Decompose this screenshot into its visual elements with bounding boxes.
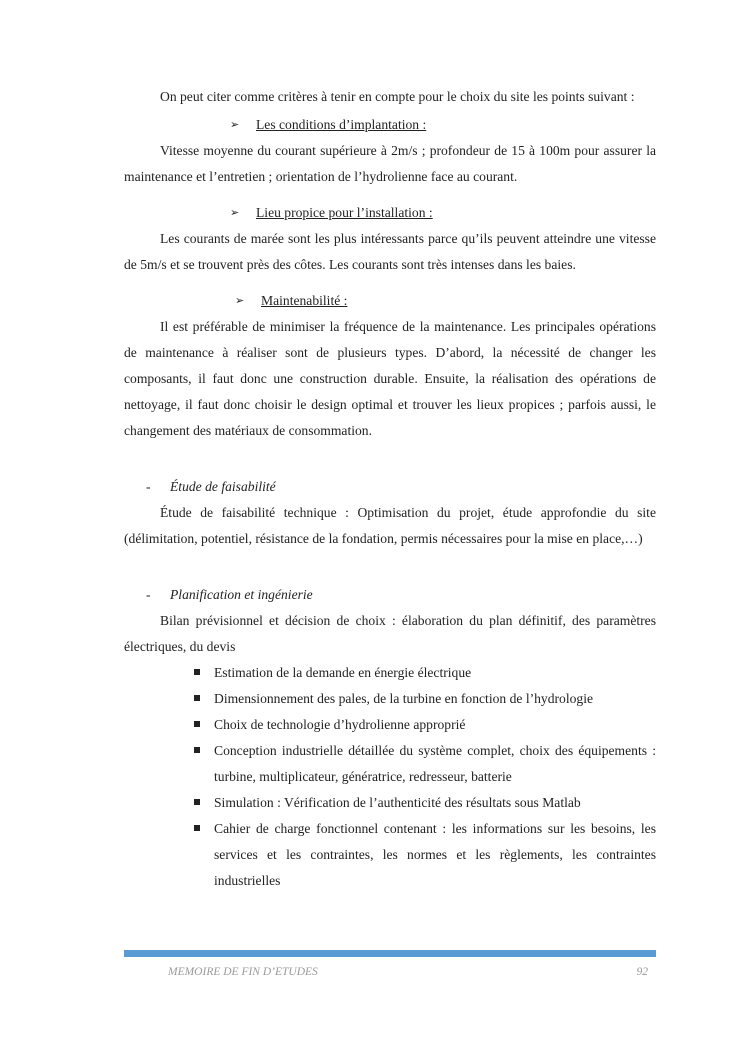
planification-paragraph: Bilan prévisionnel et décision de choix : élaboration du plan définitif, des paramètres électriques, du devis bbox=[124, 613, 656, 654]
section-title: Étude de faisabilité bbox=[170, 479, 276, 494]
section-title: Planification et ingénierie bbox=[170, 587, 313, 602]
square-bullet-icon bbox=[194, 721, 200, 727]
dash-bullet: - bbox=[146, 587, 151, 602]
intro-paragraph: On peut citer comme critères à tenir en compte pour le choix du site les points suivant : bbox=[160, 89, 635, 104]
square-bullet-icon bbox=[194, 695, 200, 701]
page-content bbox=[124, 84, 656, 894]
square-bullet-icon bbox=[194, 747, 200, 753]
list-item: Choix de technologie d’hydrolienne approprié bbox=[214, 712, 656, 738]
footer-divider-bar bbox=[124, 950, 656, 957]
square-bullet-icon bbox=[194, 825, 200, 831]
criterion-heading-text: Lieu propice pour l’installation : bbox=[256, 205, 433, 220]
criterion-paragraph-maintenabilite: Il est préférable de minimiser la fréquence de la maintenance. Les principales opérations de maintenance à réaliser sont de plusieurs types. D’abord, la nécessité de changer les composants, il faut donc une construction durable. Ensuite, la réalisation des opérations de nettoyage, il faut donc choisir le design optimal et trouver les lieux propices ; parfois aussi, le changement des matériaux de consommation. bbox=[124, 319, 656, 438]
criterion-heading-text: Les conditions d’implantation : bbox=[256, 117, 427, 132]
criterion-heading-implantation bbox=[230, 112, 656, 138]
section-heading-planification bbox=[146, 582, 656, 608]
list-item: Dimensionnement des pales, de la turbine en fonction de l’hydrologie bbox=[214, 686, 656, 712]
square-bullet-icon bbox=[194, 799, 200, 805]
list-item: Simulation : Vérification de l’authenticité des résultats sous Matlab bbox=[214, 790, 656, 816]
section-heading-faisabilite bbox=[146, 474, 656, 500]
square-bullet-icon bbox=[194, 669, 200, 675]
criterion-heading-maintenabilite bbox=[235, 288, 656, 314]
criterion-paragraph-implantation: Vitesse moyenne du courant supérieure à 2m/s ; profondeur de 15 à 100m pour assurer la maintenance et l’entretien ; orientation de l’hydrolienne face au courant. bbox=[124, 143, 656, 184]
dash-bullet: - bbox=[146, 479, 151, 494]
page-number: 92 bbox=[636, 966, 648, 978]
list-item: Cahier de charge fonctionnel contenant : les informations sur les besoins, les services et les contraintes, les normes et les règlements, les contraintes industrielles bbox=[214, 816, 656, 894]
faisabilite-paragraph: Étude de faisabilité technique : Optimisation du projet, étude approfondie du site (délimitation, potentiel, résistance de la fondation, permis nécessaires pour la mise en place,…) bbox=[124, 505, 656, 546]
arrow-bullet-icon: ➢ bbox=[235, 295, 245, 307]
criterion-paragraph-lieu: Les courants de marée sont les plus intéressants parce qu’ils peuvent atteindre une vitesse de 5m/s et se trouvent près des côtes. Les courants sont très intenses dans les baies. bbox=[124, 231, 656, 272]
list-item: Estimation de la demande en énergie électrique bbox=[214, 660, 656, 686]
list-item: Conception industrielle détaillée du système complet, choix des équipements : turbine, multiplicateur, génératrice, redresseur, batterie bbox=[214, 738, 656, 790]
criterion-heading-text: Maintenabilité : bbox=[261, 293, 348, 308]
planification-list bbox=[124, 660, 656, 894]
criterion-heading-lieu bbox=[230, 200, 656, 226]
arrow-bullet-icon: ➢ bbox=[230, 207, 240, 219]
footer-label: MEMOIRE DE FIN D’ETUDES bbox=[168, 966, 318, 978]
arrow-bullet-icon: ➢ bbox=[230, 119, 240, 131]
